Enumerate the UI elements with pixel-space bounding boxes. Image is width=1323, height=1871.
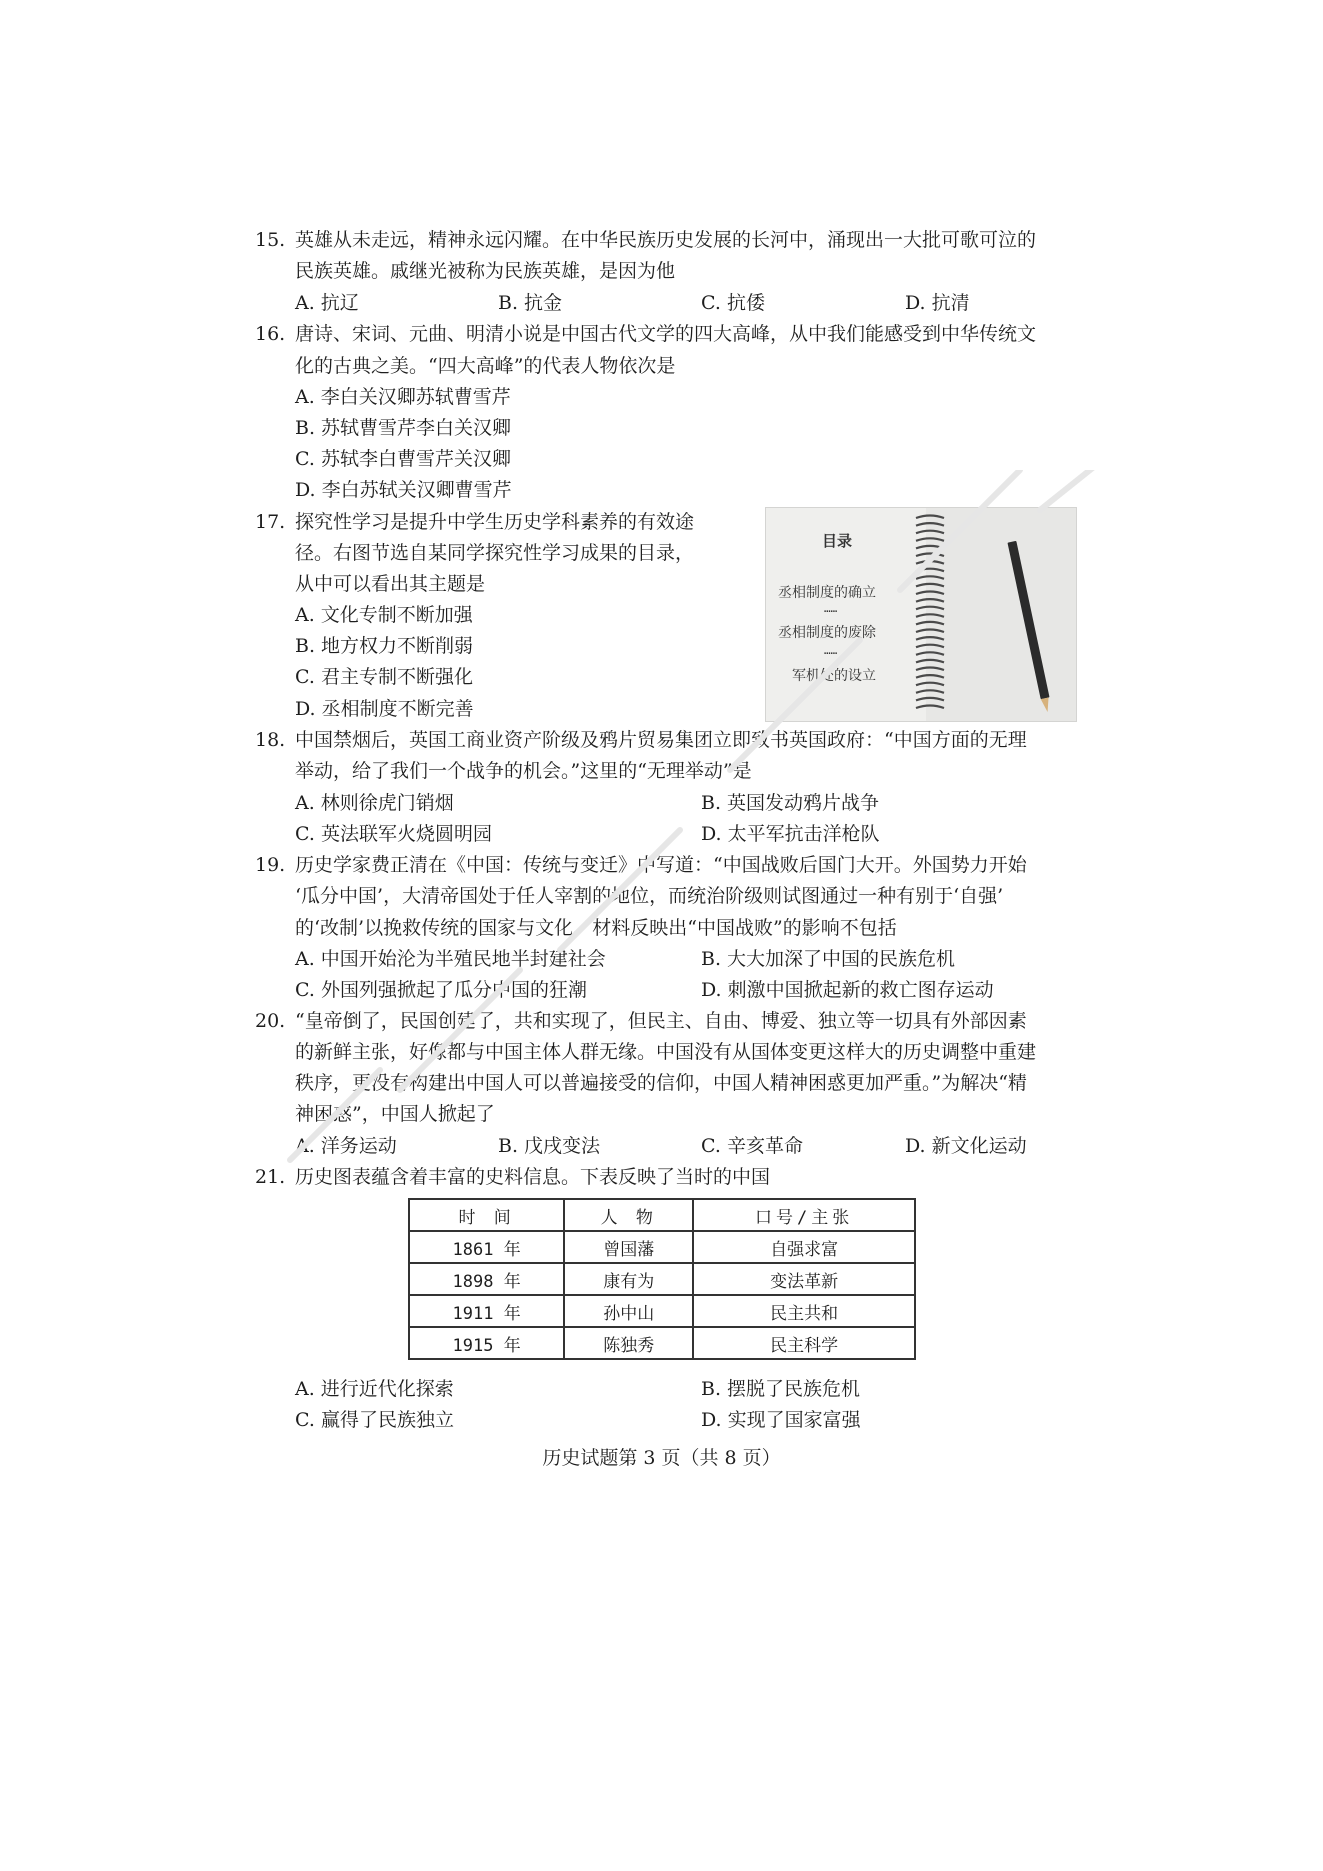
- question-18-option-d: D. 太平军抗击洋枪队: [701, 823, 880, 845]
- question-18-option-a: A. 林则徐虎门销烟: [295, 792, 454, 814]
- question-19-option-d: D. 刺激中国掀起新的救亡图存运动: [701, 979, 994, 1001]
- question-19-stem-line-2: ‘瓜分中国’，大清帝国处于任人宰割的地位，而统治阶级则试图通过一种有别于‘自强’: [295, 885, 1004, 907]
- table-header-slogan: 口号/主张: [693, 1199, 915, 1231]
- spiral-ring: [916, 668, 944, 671]
- question-20-stem-line-4: 神困惑”，中国人掀起了: [295, 1103, 495, 1125]
- spiral-ring: [916, 630, 944, 633]
- question-17-stem-line-2: 径。右图节选自某同学探究性学习成果的目录，: [295, 542, 695, 564]
- spiral-ring: [916, 690, 944, 693]
- spiral-ring: [916, 660, 944, 663]
- spiral-ring: [916, 614, 944, 617]
- question-19-option-b: B. 大大加深了中国的民族危机: [701, 948, 956, 970]
- table-header-time: 时 间: [409, 1199, 564, 1231]
- question-16-option-d: D. 李白苏轼关汉卿曹雪芹: [295, 479, 512, 501]
- spiral-ring: [916, 554, 944, 557]
- question-21-option-d: D. 实现了国家富强: [701, 1409, 861, 1431]
- spiral-ring: [916, 683, 944, 686]
- spiral-ring: [916, 584, 944, 587]
- question-15-option-b: B. 抗金: [498, 292, 563, 314]
- spiral-ring: [916, 698, 944, 701]
- table-cell-person: 曾国藩: [564, 1231, 693, 1263]
- table-cell-person: 陈独秀: [564, 1327, 693, 1359]
- catalog-ellipsis-1: ……: [824, 602, 838, 615]
- spiral-ring: [916, 637, 944, 640]
- question-15-stem-line-2: 民族英雄。戚继光被称为民族英雄，是因为他: [295, 260, 676, 282]
- question-18-stem-line-1: 18. 中国禁烟后，英国工商业资产阶级及鸦片贸易集团立即致书英国政府：“中国方面的无理: [255, 729, 1027, 751]
- catalog-notebook-figure: [765, 507, 1077, 722]
- question-21-stem-line-1: 21. 历史图表蕴含着丰富的史料信息。下表反映了当时的中国: [255, 1166, 771, 1188]
- question-15-option-c: C. 抗倭: [701, 292, 765, 314]
- spiral-ring: [916, 599, 944, 602]
- question-20-stem-line-2: 的新鲜主张，好像都与中国主体人群无缘。中国没有从国体变更这样大的历史调整中重建: [295, 1041, 1037, 1063]
- table-header-row: [409, 1199, 915, 1231]
- table-cell-slogan: 变法革新: [693, 1263, 915, 1295]
- question-20-option-c: C. 辛亥革命: [701, 1135, 803, 1157]
- spiral-ring: [916, 569, 944, 572]
- table-cell-person: 康有为: [564, 1263, 693, 1295]
- spiral-ring: [916, 516, 944, 519]
- spiral-ring: [916, 546, 944, 549]
- question-17-option-a: A. 文化专制不断加强: [295, 604, 473, 626]
- spiral-ring: [916, 592, 944, 595]
- question-17-stem-line-1: 17. 探究性学习是提升中学生历史学科素养的有效途: [255, 511, 695, 533]
- question-16-option-c: C. 苏轼李白曹雪芹关汉卿: [295, 448, 511, 470]
- question-18-option-b: B. 英国发动鸦片战争: [701, 792, 880, 814]
- spiral-ring: [916, 523, 944, 526]
- question-19-option-a: A. 中国开始沦为半殖民地半封建社会: [295, 948, 606, 970]
- question-21-option-c: C. 赢得了民族独立: [295, 1409, 454, 1431]
- spiral-ring: [916, 675, 944, 678]
- question-16-stem-line-2: 化的古典之美。“四大高峰”的代表人物依次是: [295, 355, 676, 377]
- question-20-option-d: D. 新文化运动: [905, 1135, 1027, 1157]
- question-15-option-d: D. 抗清: [905, 292, 970, 314]
- question-17-stem-line-3: 从中可以看出其主题是: [295, 573, 486, 595]
- catalog-entry-3: 军机处的设立: [792, 668, 876, 684]
- spiral-ring: [916, 652, 944, 655]
- question-16-stem-line-1: 16. 唐诗、宋词、元曲、明清小说是中国古代文学的四大高峰，从中我们能感受到中华传统文: [255, 323, 1037, 345]
- catalog-entry-2: 丞相制度的废除: [778, 625, 876, 641]
- spiral-ring: [916, 538, 944, 541]
- spiral-ring: [916, 622, 944, 625]
- spiral-ring: [916, 706, 944, 709]
- question-20-option-b: B. 戊戌变法: [498, 1135, 601, 1157]
- spiral-ring: [916, 531, 944, 534]
- spiral-ring: [916, 576, 944, 579]
- question-19-option-c: C. 外国列强掀起了瓜分中国的狂潮: [295, 979, 587, 1001]
- pencil-icon: [1007, 541, 1049, 699]
- question-17-option-c: C. 君主专制不断强化: [295, 666, 473, 688]
- table-row: [409, 1327, 915, 1359]
- table-row: [409, 1231, 915, 1263]
- question-21-option-a: A. 进行近代化探索: [295, 1378, 454, 1400]
- question-15-stem-line-1: 15. 英雄从未走远，精神永远闪耀。在中华民族历史发展的长河中，涌现出一大批可歌可泣的: [255, 229, 1037, 251]
- spiral-ring: [916, 645, 944, 648]
- question-21-option-b: B. 摆脱了民族危机: [701, 1378, 861, 1400]
- question-15-option-a: A. 抗辽: [295, 292, 359, 314]
- table-cell-year: 1911 年: [409, 1295, 564, 1327]
- spiral-ring: [916, 607, 944, 610]
- table-cell-slogan: 民主共和: [693, 1295, 915, 1327]
- table-row: [409, 1263, 915, 1295]
- spiral-ring: [916, 561, 944, 564]
- catalog-ellipsis-2: ……: [824, 644, 838, 657]
- question-17-option-b: B. 地方权力不断削弱: [295, 635, 474, 657]
- question-18-stem-line-2: 举动，给了我们一个战争的机会。”这里的“无理举动”是: [295, 760, 752, 782]
- question-17-option-d: D. 丞相制度不断完善: [295, 698, 474, 720]
- question-19-stem-line-1: 19. 历史学家费正清在《中国：传统与变迁》中写道：“中国战败后国门大开。外国势力开始: [255, 854, 1027, 876]
- question-20-option-a: A. 洋务运动: [295, 1135, 397, 1157]
- question-16-option-a: A. 李白关汉卿苏轼曹雪芹: [295, 386, 511, 408]
- table-cell-year: 1915 年: [409, 1327, 564, 1359]
- table-cell-slogan: 民主科学: [693, 1327, 915, 1359]
- spiral-binding-icon: [912, 512, 948, 717]
- question-20-stem-line-1: 20. “皇帝倒了，民国创建了，共和实现了，但民主、自由、博爱、独立等一切具有外部因素: [255, 1010, 1027, 1032]
- table-cell-person: 孙中山: [564, 1295, 693, 1327]
- question-20-stem-line-3: 秩序，更没有构建出中国人可以普遍接受的信仰，中国人精神困惑更加严重。”为解决“精: [295, 1072, 1027, 1094]
- table-cell-slogan: 自强求富: [693, 1231, 915, 1263]
- question-18-option-c: C. 英法联军火烧圆明园: [295, 823, 492, 845]
- table-header-person: 人 物: [564, 1199, 693, 1231]
- question-19-stem-line-3: 的‘改制’以挽救传统的国家与文化。”材料反映出“中国战败”的影响不包括: [295, 917, 897, 939]
- history-table: [408, 1198, 916, 1360]
- catalog-entry-1: 丞相制度的确立: [778, 585, 876, 601]
- question-16-option-b: B. 苏轼曹雪芹李白关汉卿: [295, 417, 512, 439]
- table-cell-year: 1861 年: [409, 1231, 564, 1263]
- table-cell-year: 1898 年: [409, 1263, 564, 1295]
- table-row: [409, 1295, 915, 1327]
- page-footer: 历史试题第 3 页（共 8 页）: [542, 1447, 781, 1469]
- catalog-title: 目录: [822, 532, 853, 550]
